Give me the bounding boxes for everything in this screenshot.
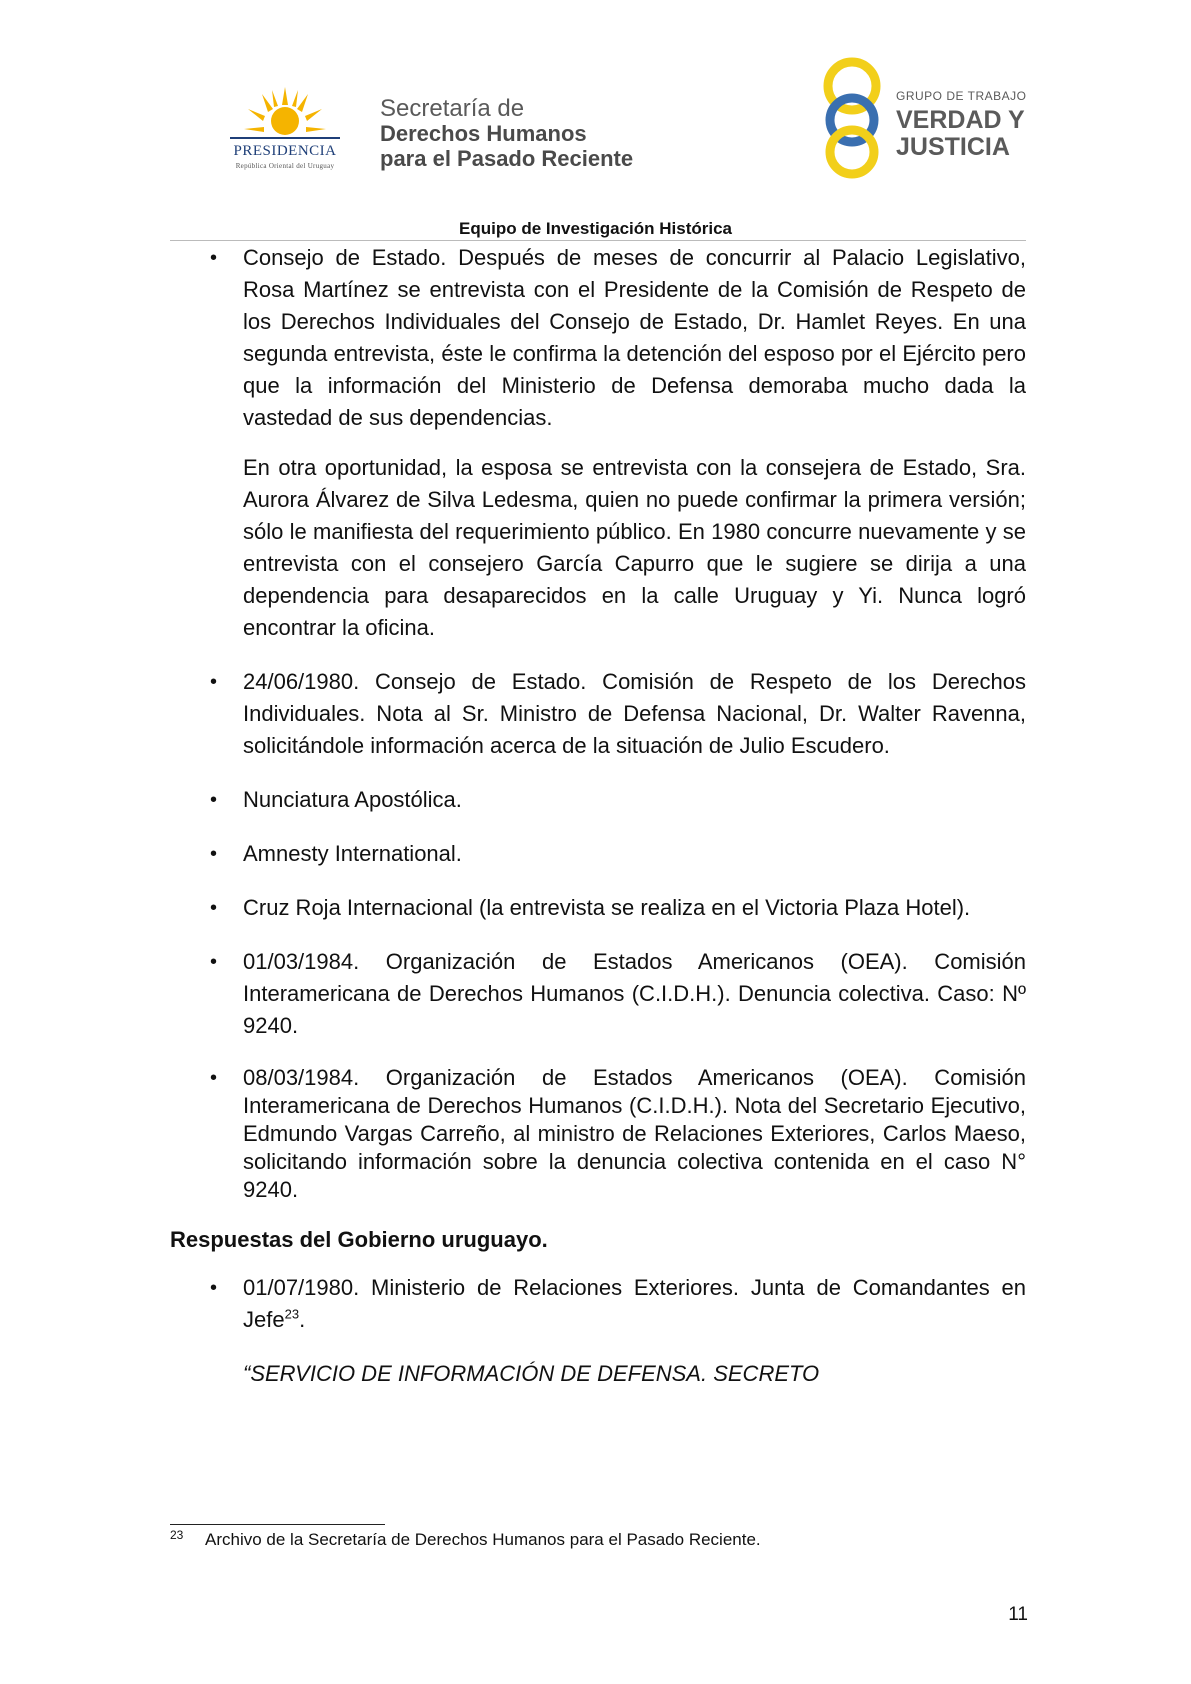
list-item-text: 08/03/1984. Organización de Estados Americanos (OEA). Comisión Interamericana de Derechos Humanos (C.I.D.H.). Nota del Secretario Ejecutivo, Edmundo Vargas Carreño, al ministro de Relaciones Exteriores, Carlos Maeso, solicitando información sobre la denuncia colectiva contenida en el caso N° 9240. <box>243 1065 1026 1202</box>
presidencia-name: PRESIDENCIA <box>233 143 337 159</box>
grupo-line-1: GRUPO DE TRABAJO <box>896 89 1027 103</box>
list-item-text: Cruz Roja Internacional (la entrevista se realiza en el Victoria Plaza Hotel). <box>243 895 971 920</box>
list-item-text: Consejo de Estado. Después de meses de concurrir al Palacio Legislativo, Rosa Martínez se entrevista con el Presidente de la Comisión de Respeto de los Derechos Individuales del Consejo de Estado, Dr. Hamlet Reyes. En una segunda entrevista, éste le confirma la detención del esposo por el Ejército pero que la información del Ministerio de Defensa demoraba mucho dada la vastedad de sus dependencias. <box>243 245 1026 430</box>
page-number: 11 <box>1008 1604 1028 1625</box>
header-title: Equipo de Investigación Histórica <box>459 219 732 238</box>
bullet-icon: • <box>210 897 218 919</box>
footnote-divider <box>170 1524 385 1525</box>
list-item <box>170 946 1026 1042</box>
secretaria-logo <box>380 96 633 171</box>
presidencia-subtitle: República Oriental del Uruguay <box>235 162 335 170</box>
list-item-text: 01/07/1980. Ministerio de Relaciones Exteriores. Junta de Comandantes en Jefe <box>243 1275 1026 1332</box>
list-item <box>170 1064 1026 1204</box>
footnote-number: 23 <box>170 1528 184 1542</box>
header-divider <box>170 240 1026 241</box>
page-content <box>170 242 1026 1390</box>
bullet-icon: • <box>210 951 218 973</box>
bullet-icon: • <box>210 671 218 693</box>
list-item-text: 24/06/1980. Consejo de Estado. Comisión de Respeto de los Derechos Individuales. Nota al Sr. Ministro de Defensa Nacional, Dr. Walter Ravenna, solicitándole información acerca de la situación de Julio Escudero. <box>243 669 1026 758</box>
list-item-end: . <box>299 1307 306 1332</box>
bullet-icon: • <box>210 843 218 865</box>
secretaria-line-3: para el Pasado Reciente <box>380 146 634 171</box>
secretaria-line-1: Secretaría de <box>380 95 525 122</box>
paragraph-text: En otra oportunidad, la esposa se entrevista con la consejera de Estado, Sra. Aurora Álvarez de Silva Ledesma, quien no puede confirmar la primera versión; sólo le manifiesta del requerimiento público. En 1980 concurre nuevamente y se entrevista con el consejero García Capurro que le sugiere se dirija a una dependencia para desaparecidos en la calle Uruguay y Yi. Nunca logró encontrar la oficina. <box>243 455 1026 640</box>
bullet-icon: • <box>210 1067 218 1089</box>
list-item <box>170 666 1026 762</box>
list-item <box>170 838 1026 870</box>
page-header <box>0 0 1191 200</box>
bullet-icon: • <box>210 1277 218 1299</box>
list-item-text: Nunciatura Apostólica. <box>243 787 462 812</box>
quote-text: “SERVICIO DE INFORMACIÓN DE DEFENSA. SECRETO <box>243 1361 820 1386</box>
sun-icon <box>210 85 360 143</box>
list-item <box>170 784 1026 816</box>
paragraph <box>170 452 1026 644</box>
list-item-text: Amnesty International. <box>243 841 462 866</box>
presidencia-logo <box>210 85 360 175</box>
secretaria-line-2: Derechos Humanos <box>380 121 587 146</box>
grupo-line-3: JUSTICIA <box>896 133 1010 161</box>
bullet-icon: • <box>210 789 218 811</box>
footnote-reference: 23 <box>284 1306 300 1322</box>
section-heading: Respuestas del Gobierno uruguayo. <box>170 1227 548 1252</box>
verdad-justicia-text <box>896 90 1026 160</box>
list-item-text: 01/03/1984. Organización de Estados Americanos (OEA). Comisión Interamericana de Derechos Humanos (C.I.D.H.). Denuncia colectiva. Caso: Nº 9240. <box>243 949 1026 1038</box>
footnote-text: Archivo de la Secretaría de Derechos Humanos para el Pasado Reciente. <box>205 1530 761 1549</box>
grupo-line-2: VERDAD Y <box>896 106 1025 134</box>
list-item <box>170 892 1026 924</box>
list-item <box>170 1272 1026 1336</box>
bullet-icon: • <box>210 247 218 269</box>
list-item <box>170 242 1026 434</box>
verdad-justicia-rings-icon <box>812 56 892 180</box>
